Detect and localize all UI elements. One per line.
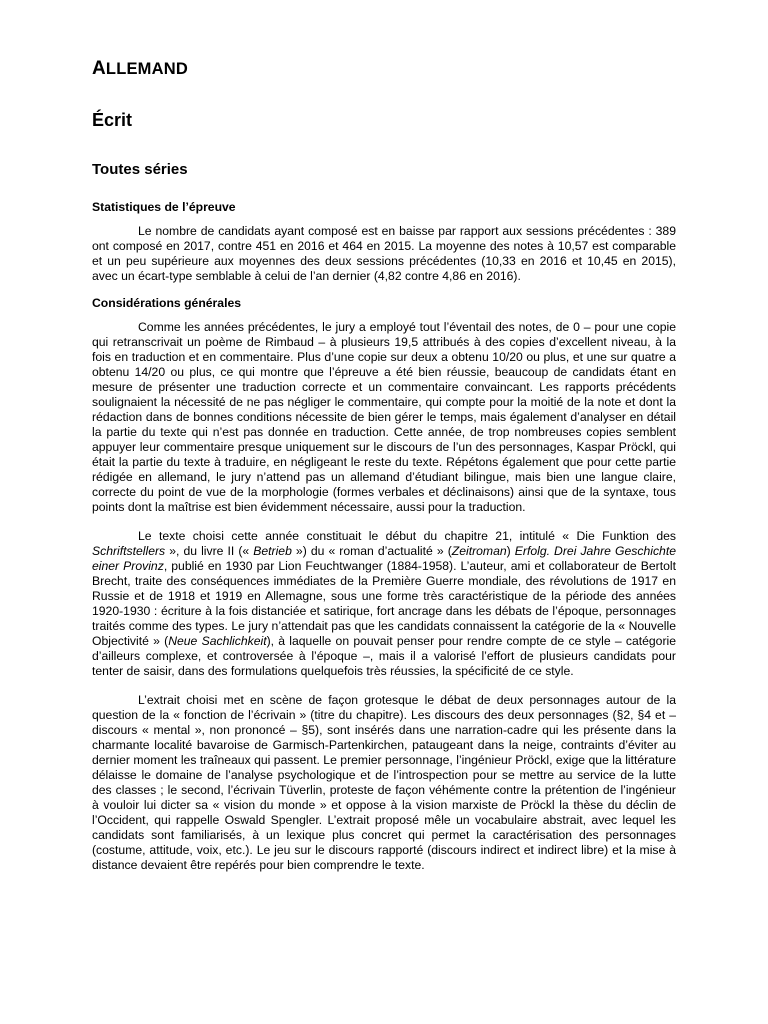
general-heading: Considérations générales	[92, 296, 242, 310]
text-part: Le texte choisi cette année constituait le début du chapitre 21, intitulé « Die Funktion des	[138, 529, 676, 543]
stats-paragraph: Le nombre de candidats ayant composé est en baisse par rapport aux sessions précédentes : 389 ont composé en 2017, contre 451 en 2016 et 464 en 2015. La moyenne des notes à 10,57 est comparable et un peu supérieure aux moyennes des deux sessions précédentes (10,33 en 2016 et 10,45 en 2015), avec un écart-type semblable à celui de l’an dernier (4,82 contre 4,86 en 2016).	[92, 224, 676, 283]
text-paragraph	[92, 529, 676, 679]
text-part: , publié en 1930 par Lion Feuchtwanger (1884-1958). L’auteur, ami et collaborateur de Bertolt Brecht, traite des conséquences immédiates de la Première Guerre mondiale, des révolutions de 1917 en Russie et de 1918 et 1919 en Allemagne, sous une forme très caractéristique de la période des années 1920-1930 : écriture à la fois distanciée et satirique, fort ancrage dans les débats de l’époque, personnages traités comme des types. Le jury n’attendait pas que les candidats connaissent la catégorie de la « Nouvelle Objectivité » (	[92, 559, 676, 648]
text-part: », du livre II («	[165, 544, 254, 558]
text-part: )	[506, 544, 515, 558]
stats-heading: Statistiques de l’épreuve	[92, 200, 236, 214]
text-italic: Betrieb	[253, 544, 292, 558]
text-part: ), à laquelle on pouvait penser pour rendre compte de ce style – catégorie d’ailleurs complexe, et controversée à l’époque –, mais il a valorisé l’effort de plusieurs candidats pour tenter de saisir, dans des formulations quelquefois très réussies, la spécificité de ce style.	[92, 634, 676, 678]
text-italic: Neue Sachlichkeit	[168, 634, 267, 648]
document-content	[92, 58, 676, 873]
text-part: ») du « roman d’actualité » (	[291, 544, 452, 558]
general-paragraph: Comme les années précédentes, le jury a employé tout l’éventail des notes, de 0 – pour une copie qui retranscrivait un poème de Rimbaud – à plusieurs 19,5 attribués à des copies d’excellent niveau, à la fois en traduction et en commentaire. Plus d’une copie sur deux a obtenu 10/20 ou plus, et une sur quatre a obtenu 14/20 ou plus, ce qui montre que l’épreuve a été bien réussie, beaucoup de candidats étant en mesure de présenter une traduction correcte et un commentaire convaincant. Les rapports précédents soulignaient la nécessité de ne pas négliger le commentaire, qui compte pour la moitié de la note et dont la rédaction dans de bonnes conditions nécessite de bien gérer le temps, mais également d’analyser en détail la partie du texte qui n’est pas donnée en traduction. Cette année, de trop nombreuses copies semblent appuyer leur commentaire presque uniquement sur le discours de l’un des personnages, Kaspar Pröckl, qui était la partie du texte à traduire, en négligeant le reste du texte. Répétons également que pour cette partie rédigée en allemand, le jury n’attend pas un allemand d’étudiant bilingue, mais bien une langue claire, correcte du point de vue de la morphologie (formes verbales et déclinaisons) ainsi que de la syntaxe, tous points dont la maîtrise est bien évidemment nécessaire, aussi pour la traduction.	[92, 320, 676, 514]
subsection-heading: Toutes séries	[92, 161, 188, 178]
title-rest: LLEMAND	[105, 60, 188, 78]
title-initial: A	[92, 58, 106, 79]
text-italic: Schriftstellers	[92, 544, 166, 558]
document-title	[92, 58, 676, 80]
text-italic: Erfolg. Drei Jahre Geschichte einer Provinz	[92, 544, 676, 573]
text-italic: Zeitroman	[451, 544, 507, 558]
extract-paragraph: L’extrait choisi met en scène de façon grotesque le débat de deux personnages autour de la question de la « fonction de l’écrivain » (titre du chapitre). Les discours des deux personnages (§2, §4 et – discours « mental », non prononcé – §5), sont insérés dans une narration-cadre qui les présente dans la charmante localité bavaroise de Garmisch-Partenkirchen, pataugeant dans la neige, contraints d’éviter au dernier moment les traîneaux qui passent. Le premier personnage, l’ingénieur Pröckl, exige que la littérature délaisse le domaine de l’analyse psychologique et de l’introspection pour se mettre au service de la lutte des classes ; le second, l’écrivain Tüverlin, proteste de façon véhémente contre la prétention de l’ingénieur à vouloir lui dicter sa « vision du monde » et oppose à la vision marxiste de Pröckl la thèse du déclin de l’Occident, qui rappelle Oswald Spengler. L’extrait proposé mêle un vocabulaire abstrait, avec lequel les candidats sont familiarisés, à un lexique plus concret qui permet la caractérisation des personnages (costume, attitude, voix, etc.). Le jeu sur le discours rapporté (discours indirect et indirect libre) et la mise à distance devaient être repérés pour bien comprendre le texte.	[92, 693, 676, 872]
section-heading: Écrit	[92, 110, 133, 130]
